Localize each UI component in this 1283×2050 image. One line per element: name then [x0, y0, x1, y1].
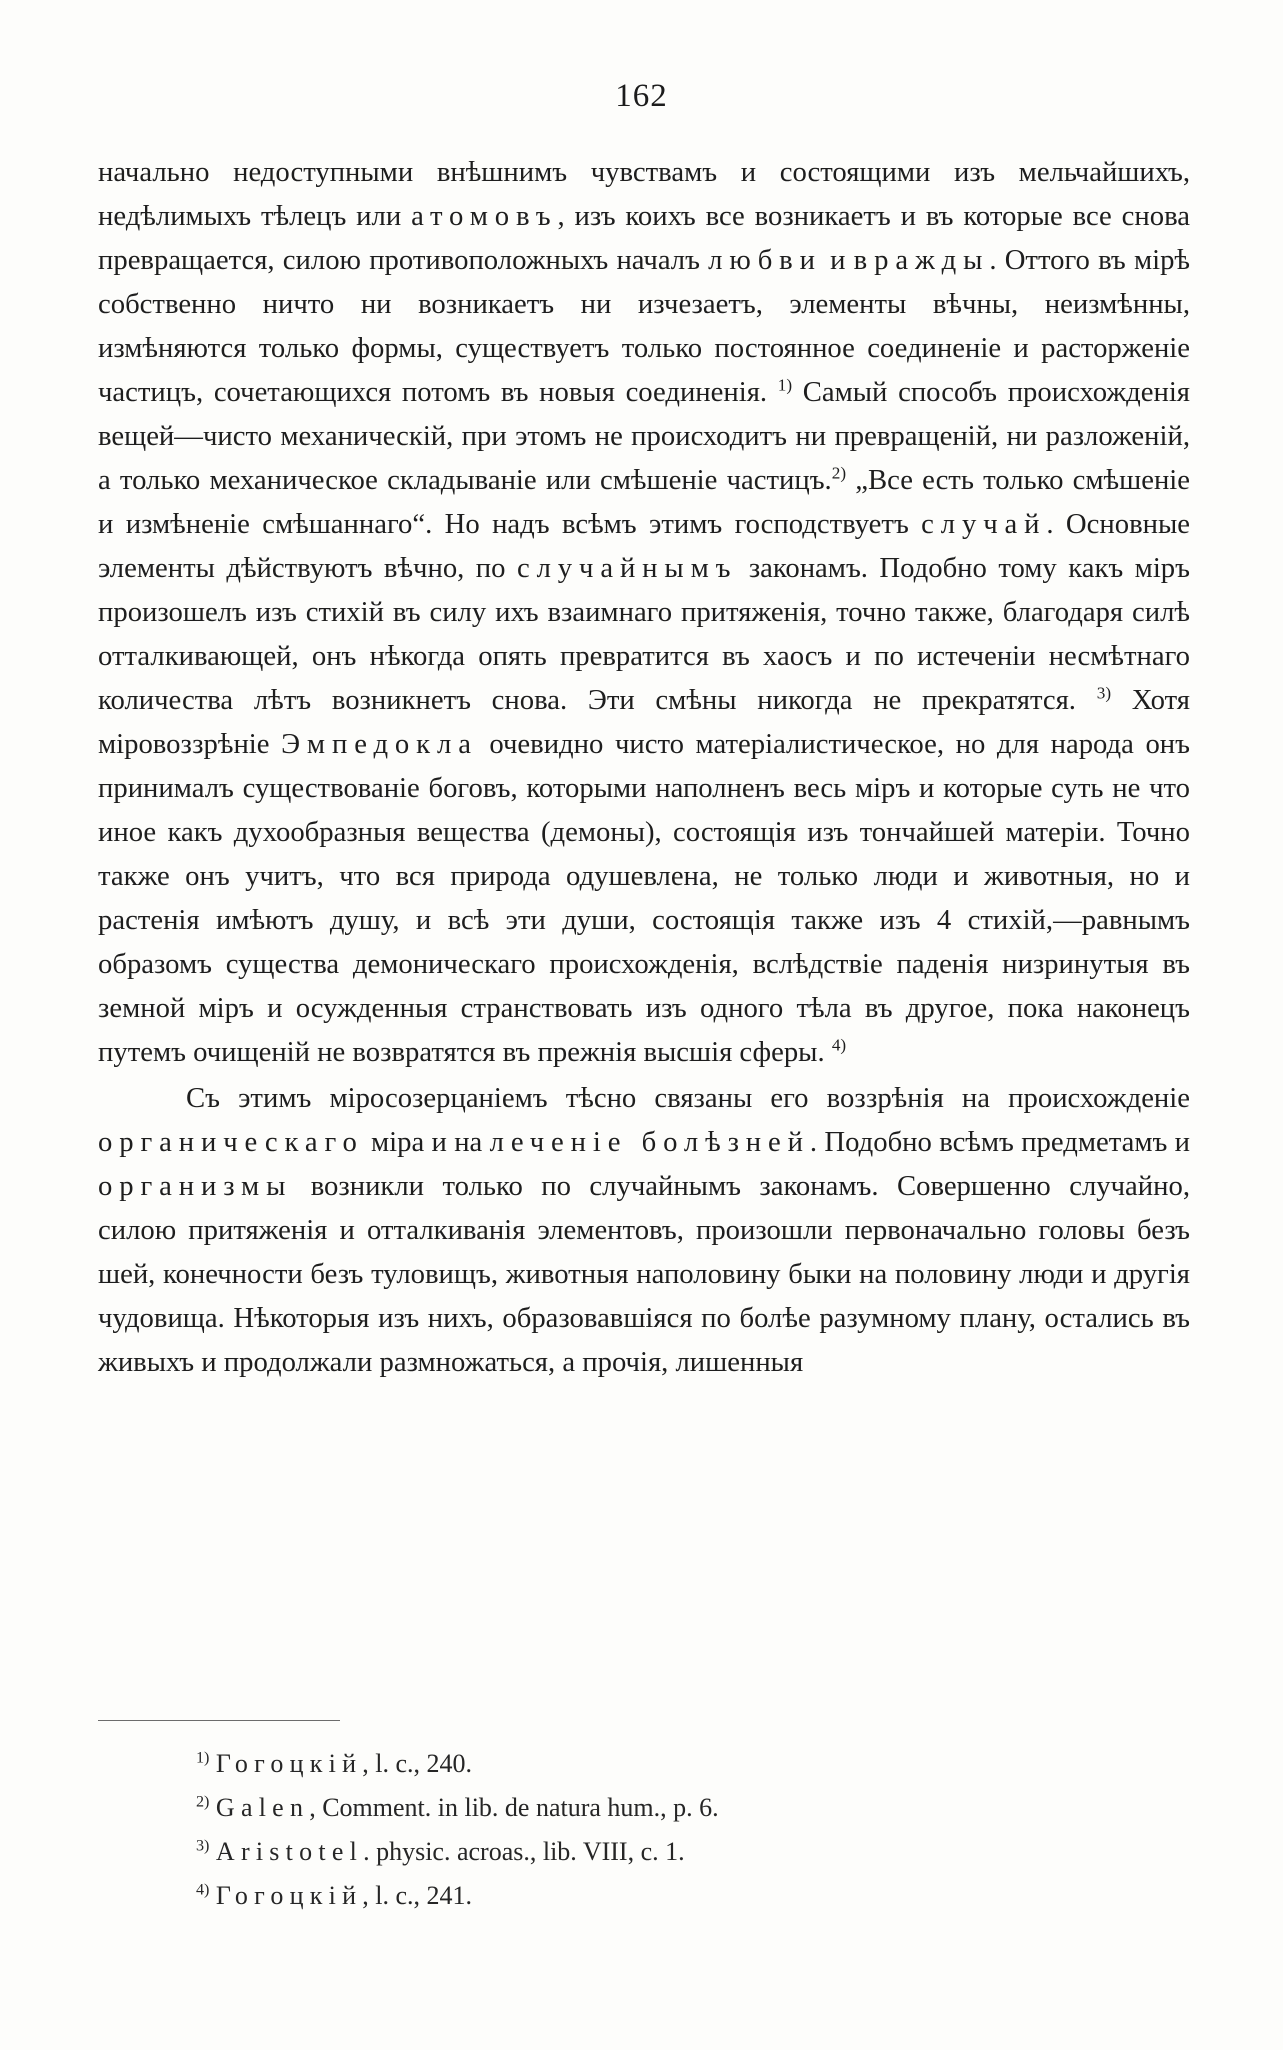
text-run: . Подобно всѣмъ предметамъ и	[809, 1126, 1191, 1158]
text-run: Самый способъ происхожденія вещей—чисто механическій, при этомъ не происходитъ ни превращеній, ни разложеній, а только механическое складываніе или смѣшеніе частицъ.	[98, 376, 1190, 496]
footnote-mark: 2)	[196, 1793, 210, 1811]
text-run: „Все есть только смѣшеніе и измѣненіе смѣшаннаго“. Но надъ всѣмъ этимъ господствуетъ	[98, 464, 1191, 540]
emphasized-term: леченіе болѣзней	[489, 1126, 810, 1158]
text-run: очевидно чисто матеріалистическое, но для народа онъ принималъ существованіе боговъ, которыми наполненъ весь міръ и которые суть не что иное какъ духообразныя вещества (демоны), состоящія изъ тончайшей матеріи. Точно также онъ учитъ, что вся природа одушевлена, не только люди и животныя, но и растенія имѣютъ душу, и всѣ эти души, состоящія также изъ 4 стихій,—равнымъ образомъ существа демоническаго происхожденія, вслѣдствіе паденія низринутыя въ земной міръ и осужденныя странствовать изъ одного тѣла въ другое, пока наконецъ путемъ очищеній не возвратятся въ прежнія высшія сферы.	[98, 728, 1190, 1068]
footnote-ref: 1)	[777, 375, 793, 395]
text-run: , Comment. in lib. de natura hum., p. 6.	[309, 1793, 719, 1822]
text-run: . Основные элементы дѣйствуютъ вѣчно, по	[98, 508, 1190, 584]
emphasized-term: Гогоцкій	[215, 1881, 363, 1910]
emphasized-term: случай	[921, 508, 1047, 540]
paragraph-1	[98, 150, 1190, 1074]
emphasized-term: Galen	[215, 1793, 310, 1822]
footnote-4	[196, 1874, 1096, 1918]
emphasized-term: атомовъ	[411, 200, 558, 232]
body-text	[98, 150, 1190, 1384]
footnote-mark: 1)	[196, 1749, 210, 1767]
footnote-3	[196, 1830, 1096, 1874]
footnote-2	[196, 1786, 1096, 1830]
page-number: 162	[615, 78, 668, 114]
emphasized-term: Гогоцкій	[215, 1749, 363, 1778]
emphasized-term: случайнымъ	[516, 552, 738, 584]
emphasized-term: любви	[708, 244, 822, 276]
footnotes	[196, 1742, 1096, 1918]
emphasized-term: организмы	[98, 1170, 293, 1202]
footnote-mark: 4)	[196, 1881, 210, 1899]
text-run: Съ этимъ міросозерцаніемъ тѣсно связаны его воззрѣнія на происхожденіе	[186, 1082, 1190, 1114]
emphasized-term: вражды	[853, 244, 990, 276]
emphasized-term: Эмпедокла	[281, 728, 478, 760]
footnote-ref: 2)	[831, 463, 847, 483]
paragraph-2	[98, 1076, 1190, 1384]
footnote-ref: 4)	[831, 1035, 847, 1055]
text-run: возникли только по случайнымъ законамъ. Совершенно случайно, силою притяженія и отталкиванія элементовъ, произошли первоначально головы безъ шей, конечности безъ туловищъ, животныя наполовину быки на половину люди и другія чудовища. Нѣкоторыя изъ нихъ, образовавшіяся по болѣе разумному плану, остались въ живыхъ и продолжали размножаться, а прочія, лишенныя	[98, 1170, 1190, 1378]
footnote-mark: 3)	[196, 1837, 210, 1855]
text-run: и	[821, 244, 854, 276]
footnote-1	[196, 1742, 1096, 1786]
text-run: Хотя міровоззрѣніе	[98, 684, 1190, 760]
text-run: . physic. acroas., lib. VIII, c. 1.	[363, 1837, 685, 1866]
emphasized-term: Aristotel	[215, 1837, 364, 1866]
text-run: законамъ. Подобно тому какъ міръ произошелъ изъ стихій въ силу ихъ взаимнаго притяженія, точно также, благодаря силѣ отталкивающей, онъ нѣкогда опять превратится въ хаосъ и по истеченіи несмѣтнаго количества лѣтъ возникнетъ снова. Эти смѣны никогда не прекратятся.	[98, 552, 1190, 716]
text-run: . Оттого въ мірѣ собственно ничто ни возникаетъ ни изчезаетъ, элементы вѣчны, неизмѣнны, измѣняются только формы, существуетъ только постоянное соединеніе и расторженіе частицъ, сочетающихся потомъ въ новыя соединенія.	[98, 244, 1190, 408]
emphasized-term: органическаго	[98, 1126, 364, 1158]
footnote-divider	[98, 1720, 340, 1721]
text-run: , изъ коихъ все возникаетъ и въ которые все снова превращается, силою противоположныхъ началъ	[98, 200, 1191, 276]
footnote-ref: 3)	[1096, 683, 1112, 703]
text-run: міра и на	[363, 1126, 490, 1158]
text-run: начально недоступными внѣшнимъ чувствамъ и состоящими изъ мельчайшихъ, недѣлимыхъ тѣлецъ или	[98, 156, 1190, 232]
text-run: , l. c., 241.	[362, 1881, 473, 1910]
text-run: , l. c., 240.	[362, 1749, 473, 1778]
